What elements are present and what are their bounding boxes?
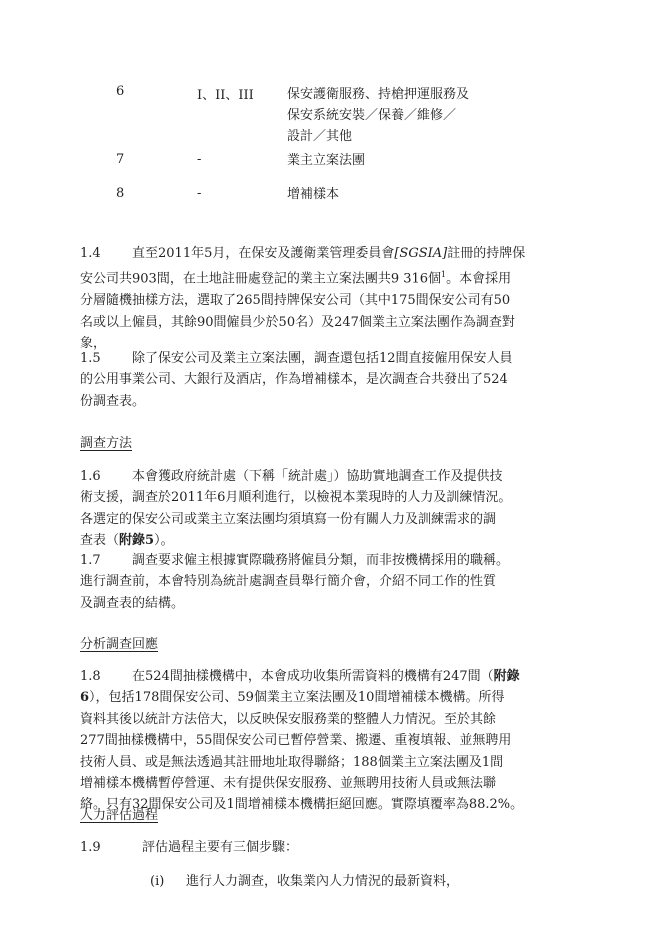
row-code: I、II、III (197, 88, 254, 103)
paragraph-1-6: 1.6 本會獲政府統計處（下稱「統計處」）協助實地調查工作及提供技 術支援，調查於2011年6月順利進行，以檢視本業現時的人力及訓練情況。 各選定的保安公司或業主立案法團均須填寫一份有關人力及訓練需求的調 查表（附錄5）。 (80, 466, 580, 552)
row-code: - (197, 152, 202, 167)
step-label: (i) (150, 874, 165, 889)
paragraph-number: 1.5 (80, 351, 101, 366)
section-heading-process: 人力評估過程 (80, 808, 159, 823)
paragraph-number: 1.4 (80, 246, 101, 261)
row-number: 8 (116, 186, 125, 201)
paragraph-1-5: 1.5 除了保安公司及業主立案法團，調查還包括12間直接僱用保安人員 的公用事業公司、大銀行及酒店，作為增補樣本，是次調查合共發出了524 份調查表。 (80, 348, 580, 412)
section-heading-analysis: 分析調查回應 (80, 637, 159, 652)
paragraph-1-7: 1.7 調查要求僱主根據實際職務將僱員分類，而非按機構採用的職稱。 進行調查前，本會特別為統計處調查員舉行簡介會，介紹不同工作的性質 及調查表的結構。 (80, 550, 580, 614)
paragraph-1-9: 1.9 評估過程主要有三個步驟： (80, 840, 299, 855)
appendix-reference: 附錄 (493, 669, 520, 684)
footnote-marker: 1 (441, 270, 447, 280)
paragraph-number: 1.7 (80, 553, 101, 568)
row-description: 業主立案法團 (287, 153, 366, 168)
paragraph-1-8: 1.8 在524間抽樣機構中，本會成功收集所需資料的機構有247間（附錄 6），包括178間保安公司、59個業主立案法團及10間增補樣本機構。所得 資料其後以統計方法倍大，以反映保安服務業的整體人力情況。至於其餘 277間抽樣機構中，55間保安公司已暫停營業、搬遷、重複填報、並無聘用 技術人員、或是無法透過其註冊地址取得聯絡；188個業主立案法團及1間 增補樣本機構暫停營運、未有提供保安服務、並無聘用技術人員或無法聯 絡。只有32間保安公司及1間增補樣本機構拒絕回應。實際填覆率為88.2%。 (80, 666, 580, 816)
row-number: 7 (116, 152, 125, 167)
paragraph-number: 1.6 (80, 469, 101, 484)
row-number: 6 (116, 84, 125, 99)
paragraph-number: 1.8 (80, 669, 101, 684)
step-item: (i) 進行人力調查，收集業內人力情況的最新資料， (150, 874, 460, 889)
row-description: 保安護衛服務、持槍押運服務及 保安系統安裝／保養／維修／ 設計／其他 (287, 87, 470, 144)
appendix-reference: 附錄5 (119, 533, 155, 549)
row-description: 增補樣本 (287, 187, 340, 202)
paragraph-number: 1.9 (80, 840, 101, 855)
section-heading-survey-method: 調查方法 (80, 436, 133, 451)
paragraph-1-4: 1.4 直至2011年5月，在保安及護衛業管理委員會[SGSIA]註冊的持牌保 安公司共903間，在土地註冊處登記的業主立案法團共9 316個$^1$。本會採用 分層隨機抽樣方法，選取了265間持牌保安公司（其中175間保安公司有50 名或以上僱員，其餘90間僱員少於50名）及247個業主立案法團作為調查對 象， (80, 243, 580, 354)
row-code: - (197, 186, 202, 201)
